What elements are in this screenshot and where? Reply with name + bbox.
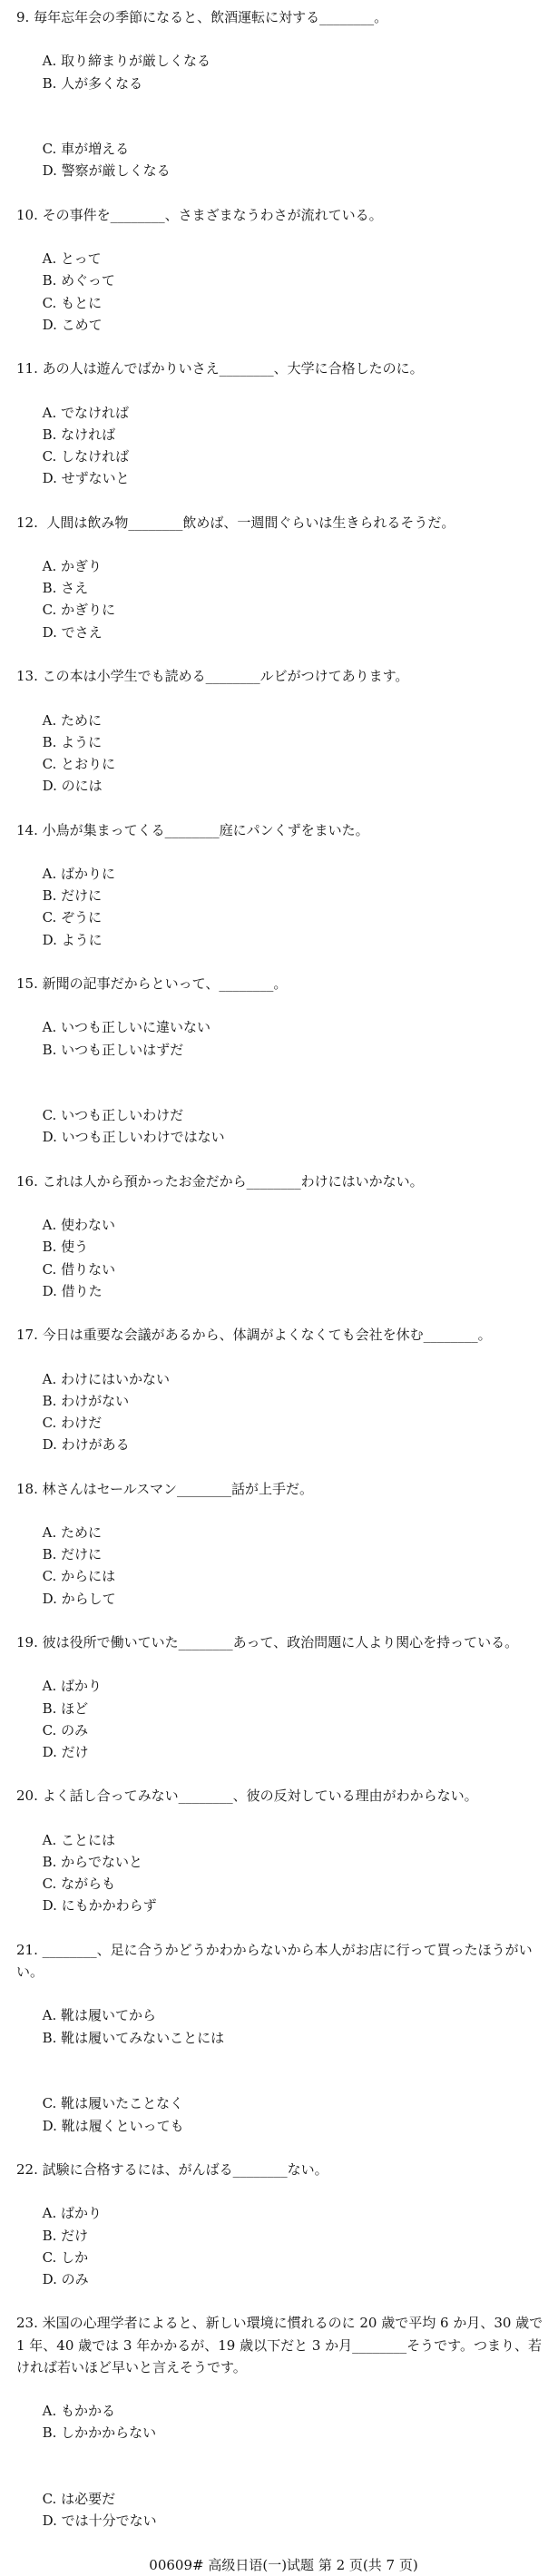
question-9 bbox=[16, 6, 551, 204]
question-10-option-c: C. もとに bbox=[42, 294, 103, 311]
question-14-option-d: D. ように bbox=[42, 931, 103, 948]
question-16-option-d: D. 借りた bbox=[42, 1282, 103, 1299]
question-12-option-d: D. でさえ bbox=[42, 623, 103, 641]
question-17-option-b: B. わけがない bbox=[42, 1392, 130, 1409]
page-footer: 00609# 高级日语(一)试题 第 2 页(共 7 页) bbox=[149, 2556, 418, 2573]
question-23-option-a: A. もかかる bbox=[42, 2403, 115, 2420]
question-20 bbox=[16, 1785, 551, 1938]
question-11-option-a: A. でなければ bbox=[42, 404, 129, 421]
question-22-option-a: A. ばかり bbox=[42, 2205, 102, 2222]
question-21 bbox=[16, 1939, 551, 2159]
question-14-stem: 14. 小鳥が集まってくる________庭にパンくずをまいた。 bbox=[16, 821, 369, 838]
question-18-stem: 18. 林さんはセールスマン________話が上手だ。 bbox=[16, 1480, 313, 1497]
question-20-option-c: C. ながらも bbox=[42, 1876, 116, 1893]
question-9-option-a: A. 取り締まりが厳しくなる bbox=[42, 53, 210, 70]
question-22 bbox=[16, 2159, 551, 2312]
question-15-option-b: B. いつも正しいはずだ bbox=[42, 1041, 184, 1058]
question-18-option-d: D. からして bbox=[42, 1590, 116, 1607]
question-16-option-b: B. 使う bbox=[42, 1239, 89, 1256]
question-13-options-row bbox=[16, 687, 551, 818]
question-21-option-b: B. 靴は履いてみないことには bbox=[42, 2029, 225, 2046]
question-18-options-row bbox=[16, 1500, 551, 1631]
question-16-option-a: A. 使わない bbox=[42, 1217, 115, 1234]
question-16-stem: 16. これは人から預かったお金だから________わけにはいかない。 bbox=[16, 1172, 424, 1190]
question-13 bbox=[16, 665, 551, 818]
question-20-options-row bbox=[16, 1807, 551, 1939]
question-11 bbox=[16, 358, 551, 511]
question-17 bbox=[16, 1324, 551, 1477]
question-15-option-c: C. いつも正しいわけだ bbox=[42, 1107, 184, 1124]
question-12-option-b: B. さえ bbox=[42, 580, 89, 597]
question-17-options-row bbox=[16, 1346, 551, 1477]
question-13-option-b: B. ように bbox=[42, 733, 103, 750]
question-11-option-d: D. せずないと bbox=[42, 470, 130, 487]
question-15 bbox=[16, 973, 551, 1170]
question-23-options-row-1 bbox=[16, 2378, 551, 2466]
question-19-option-b: B. ほど bbox=[42, 1699, 89, 1717]
question-18-option-c: C. からには bbox=[42, 1568, 116, 1585]
question-23-option-c: C. は必要だ bbox=[42, 2490, 116, 2507]
question-21-options-row-1 bbox=[16, 1983, 551, 2071]
question-11-options-row bbox=[16, 379, 551, 511]
question-18-option-b: B. だけに bbox=[42, 1546, 103, 1563]
question-11-stem: 11. あの人は遊んでばかりいさえ________、大学に合格したのに。 bbox=[16, 360, 424, 377]
question-15-stem: 15. 新聞の記事だからといって、________。 bbox=[16, 975, 288, 992]
question-9-option-d: D. 警察が厳しくなる bbox=[42, 162, 171, 180]
question-22-option-c: C. しか bbox=[42, 2248, 89, 2266]
question-13-option-d: D. のには bbox=[42, 778, 103, 795]
question-13-option-a: A. ために bbox=[42, 711, 102, 729]
question-17-option-d: D. わけがある bbox=[42, 1436, 130, 1454]
question-11-option-c: C. しなければ bbox=[42, 448, 130, 465]
question-14-option-a: A. ばかりに bbox=[42, 865, 115, 882]
question-20-option-b: B. からでないと bbox=[42, 1854, 143, 1871]
question-20-stem: 20. よく話し合ってみない________、彼の反対している理由がわからない。 bbox=[16, 1788, 478, 1805]
question-10-option-a: A. とって bbox=[42, 250, 102, 268]
question-19-option-d: D. だけ bbox=[42, 1744, 89, 1761]
question-17-option-c: C. わけだ bbox=[42, 1415, 103, 1431]
question-15-option-a: A. いつも正しいに違いない bbox=[42, 1019, 210, 1036]
question-23-option-b: B. しかかからない bbox=[42, 2424, 157, 2442]
question-10-options-row bbox=[16, 226, 551, 358]
question-17-option-a: A. わけにはいかない bbox=[42, 1370, 170, 1387]
question-14-options-row bbox=[16, 841, 551, 973]
question-21-stem: 21. ________、足に合うかどうかわからないから本人がお店に行って買ったほうがいい。 bbox=[16, 1941, 533, 1981]
question-11-option-b: B. なければ bbox=[42, 426, 116, 443]
question-21-option-a: A. 靴は履いてから bbox=[42, 2007, 156, 2024]
question-20-option-d: D. にもかかわらず bbox=[42, 1897, 157, 1915]
question-14 bbox=[16, 819, 551, 973]
question-15-option-d: D. いつも正しいわけではない bbox=[42, 1129, 225, 1146]
question-18 bbox=[16, 1478, 551, 1631]
question-22-stem: 22. 試験に合格するには、がんばる________ない。 bbox=[16, 2160, 328, 2178]
question-21-options-row-2 bbox=[16, 2071, 551, 2159]
question-16-options-row bbox=[16, 1192, 551, 1324]
question-19-options-row bbox=[16, 1653, 551, 1785]
question-22-options-row bbox=[16, 2180, 551, 2312]
question-12-stem: 12. 人間は飲み物________飲めば、一週間ぐらいは生きられるそうだ。 bbox=[16, 514, 455, 531]
question-19-option-c: C. のみ bbox=[42, 1721, 89, 1739]
question-19-stem: 19. 彼は役所で働いていた________あって、政治問題に人より関心を持っている。 bbox=[16, 1634, 519, 1651]
question-23-option-d: D. では十分でない bbox=[42, 2512, 157, 2530]
question-10-stem: 10. その事件を________、さまざまなうわさが流れている。 bbox=[16, 206, 383, 223]
question-23-options-row-2 bbox=[16, 2466, 551, 2554]
question-22-option-b: B. だけ bbox=[42, 2227, 89, 2244]
question-21-option-c: C. 靴は履いたことなく bbox=[42, 2095, 184, 2112]
question-12-option-c: C. かぎりに bbox=[42, 602, 116, 619]
question-9-options-row-2 bbox=[16, 116, 551, 204]
question-23-stem: 23. 米国の心理学者によると、新しい環境に慣れるのに 20 歳で平均 6 か月、30 歳で 1 年、40 歳では 3 年かかるが、19 歳以下だと 3 か月________そうです。つまり、若ければ若いほど早いと言えそうです。 bbox=[16, 2315, 547, 2375]
question-19 bbox=[16, 1631, 551, 1785]
question-23 bbox=[16, 2312, 551, 2553]
question-12 bbox=[16, 512, 551, 665]
question-22-option-d: D. のみ bbox=[42, 2270, 89, 2287]
question-21-option-d: D. 靴は履くといっても bbox=[42, 2117, 184, 2134]
question-20-option-a: A. ことには bbox=[42, 1831, 115, 1848]
question-16-option-c: C. 借りない bbox=[42, 1260, 116, 1278]
question-14-option-b: B. だけに bbox=[42, 887, 103, 905]
question-15-options-row-1 bbox=[16, 994, 551, 1082]
question-17-stem: 17. 今日は重要な会議があるから、体調がよくなくても会社を休む________。 bbox=[16, 1327, 492, 1344]
question-9-option-c: C. 車が増える bbox=[42, 141, 130, 158]
question-14-option-c: C. ぞうに bbox=[42, 909, 103, 926]
question-18-option-a: A. ために bbox=[42, 1524, 102, 1542]
question-13-stem: 13. この本は小学生でも読める________ルビがつけてあります。 bbox=[16, 668, 409, 685]
question-9-option-b: B. 人が多くなる bbox=[42, 74, 143, 92]
question-12-options-row bbox=[16, 534, 551, 665]
question-10 bbox=[16, 204, 551, 358]
question-9-options-row-1 bbox=[16, 28, 551, 116]
question-9-stem: 9. 毎年忘年会の季節になると、飲酒運転に対する________。 bbox=[16, 9, 388, 25]
question-10-option-d: D. こめて bbox=[42, 316, 103, 333]
question-19-option-a: A. ばかり bbox=[42, 1678, 102, 1695]
question-16 bbox=[16, 1170, 551, 1324]
question-12-option-a: A. かぎり bbox=[42, 558, 102, 575]
question-10-option-b: B. めぐって bbox=[42, 272, 115, 289]
question-15-options-row-2 bbox=[16, 1082, 551, 1170]
question-13-option-c: C. とおりに bbox=[42, 755, 116, 772]
